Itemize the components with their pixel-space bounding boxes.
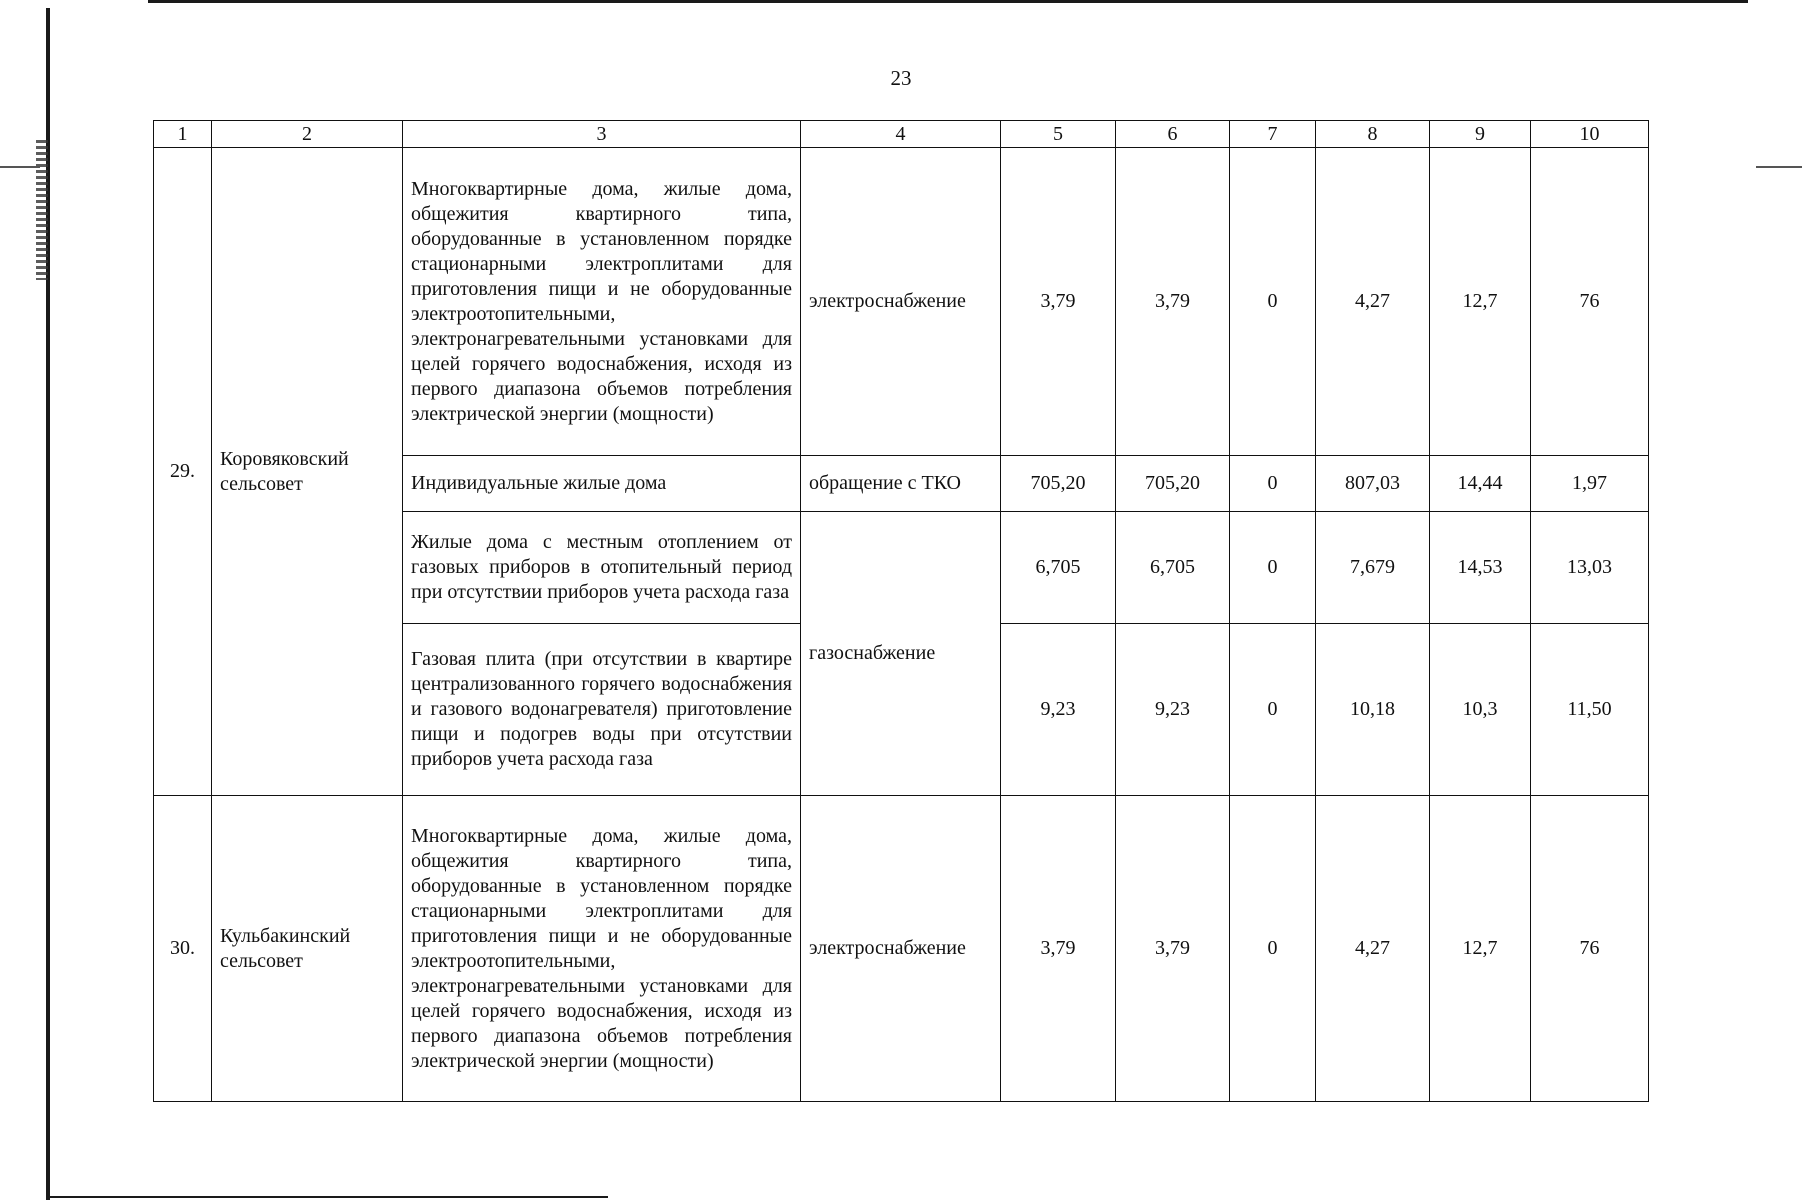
service-cell-gas: газоснабжение [801, 512, 1001, 796]
header-cell-2: 2 [212, 121, 403, 148]
value-col-5: 3,79 [1001, 796, 1116, 1102]
header-cell-10: 10 [1531, 121, 1649, 148]
value-col-9: 10,3 [1430, 624, 1531, 796]
header-cell-4: 4 [801, 121, 1001, 148]
header-cell-1: 1 [154, 121, 212, 148]
scan-bottom-line [48, 1196, 608, 1198]
value-col-10: 13,03 [1531, 512, 1649, 624]
value-col-9: 12,7 [1430, 148, 1531, 456]
header-row [154, 121, 1649, 148]
header-cell-5: 5 [1001, 121, 1116, 148]
value-col-5: 3,79 [1001, 148, 1116, 456]
value-col-6: 705,20 [1116, 456, 1230, 512]
value-col-7: 0 [1230, 512, 1316, 624]
value-col-8: 4,27 [1316, 796, 1430, 1102]
description-cell: Многоквартирные дома, жилые дома, общежития квартирного типа, оборудованные в установленном порядке стационарными электроплитами для приготовления пищи и не оборудованные электроотопительными, электронагревательными установками для целей горячего водоснабжения, исходя из первого диапазона объемов потребления электрической энергии (мощности) [403, 148, 801, 456]
row-number-29: 29. [154, 148, 212, 796]
value-col-5: 705,20 [1001, 456, 1116, 512]
value-col-8: 807,03 [1316, 456, 1430, 512]
value-col-10: 76 [1531, 796, 1649, 1102]
value-col-6: 3,79 [1116, 148, 1230, 456]
header-cell-8: 8 [1316, 121, 1430, 148]
service-cell: обращение с ТКО [801, 456, 1001, 512]
row-number-30: 30. [154, 796, 212, 1102]
value-col-9: 12,7 [1430, 796, 1531, 1102]
value-col-8: 7,679 [1316, 512, 1430, 624]
description-cell: Многоквартирные дома, жилые дома, общежития квартирного типа, оборудованные в установленном порядке стационарными электроплитами для приготовления пищи и не оборудованные электроотопительными, электронагревательными установками для целей горячего водоснабжения, исходя из первого диапазона объемов потребления электрической энергии (мощности) [403, 796, 801, 1102]
tariff-table [153, 120, 1649, 1102]
description-cell: Жилые дома с местным отоплением от газовых приборов в отопительный период при отсутствии приборов учета расхода газа [403, 512, 801, 624]
header-cell-7: 7 [1230, 121, 1316, 148]
value-col-7: 0 [1230, 624, 1316, 796]
value-col-6: 9,23 [1116, 624, 1230, 796]
value-col-8: 10,18 [1316, 624, 1430, 796]
value-col-10: 76 [1531, 148, 1649, 456]
value-col-9: 14,53 [1430, 512, 1531, 624]
table-row-30-electricity [154, 796, 1649, 1102]
service-cell: электроснабжение [801, 796, 1001, 1102]
scan-top-border [148, 0, 1748, 3]
locality-kulbakinsky: Кульбакинский сельсовет [212, 796, 403, 1102]
value-col-8: 4,27 [1316, 148, 1430, 456]
service-cell: электроснабжение [801, 148, 1001, 456]
value-col-7: 0 [1230, 148, 1316, 456]
description-cell: Индивидуальные жилые дома [403, 456, 801, 512]
header-cell-3: 3 [403, 121, 801, 148]
scan-right-tick [1756, 166, 1802, 168]
value-col-10: 1,97 [1531, 456, 1649, 512]
value-col-6: 6,705 [1116, 512, 1230, 624]
value-col-5: 9,23 [1001, 624, 1116, 796]
value-col-6: 3,79 [1116, 796, 1230, 1102]
description-cell: Газовая плита (при отсутствии в квартире централизованного горячего водоснабжения и газового водонагревателя) приготовление пищи и подогрев воды при отсутствии приборов учета расхода газа [403, 624, 801, 796]
value-col-9: 14,44 [1430, 456, 1531, 512]
scan-binding-mark [36, 140, 48, 280]
value-col-10: 11,50 [1531, 624, 1649, 796]
value-col-7: 0 [1230, 456, 1316, 512]
page-number: 23 [890, 66, 912, 90]
locality-korovyakovsky: Коровяковский сельсовет [212, 148, 403, 796]
header-cell-9: 9 [1430, 121, 1531, 148]
scan-left-tick [0, 166, 40, 168]
value-col-7: 0 [1230, 796, 1316, 1102]
table-row-29-electricity [154, 148, 1649, 456]
header-cell-6: 6 [1116, 121, 1230, 148]
value-col-5: 6,705 [1001, 512, 1116, 624]
